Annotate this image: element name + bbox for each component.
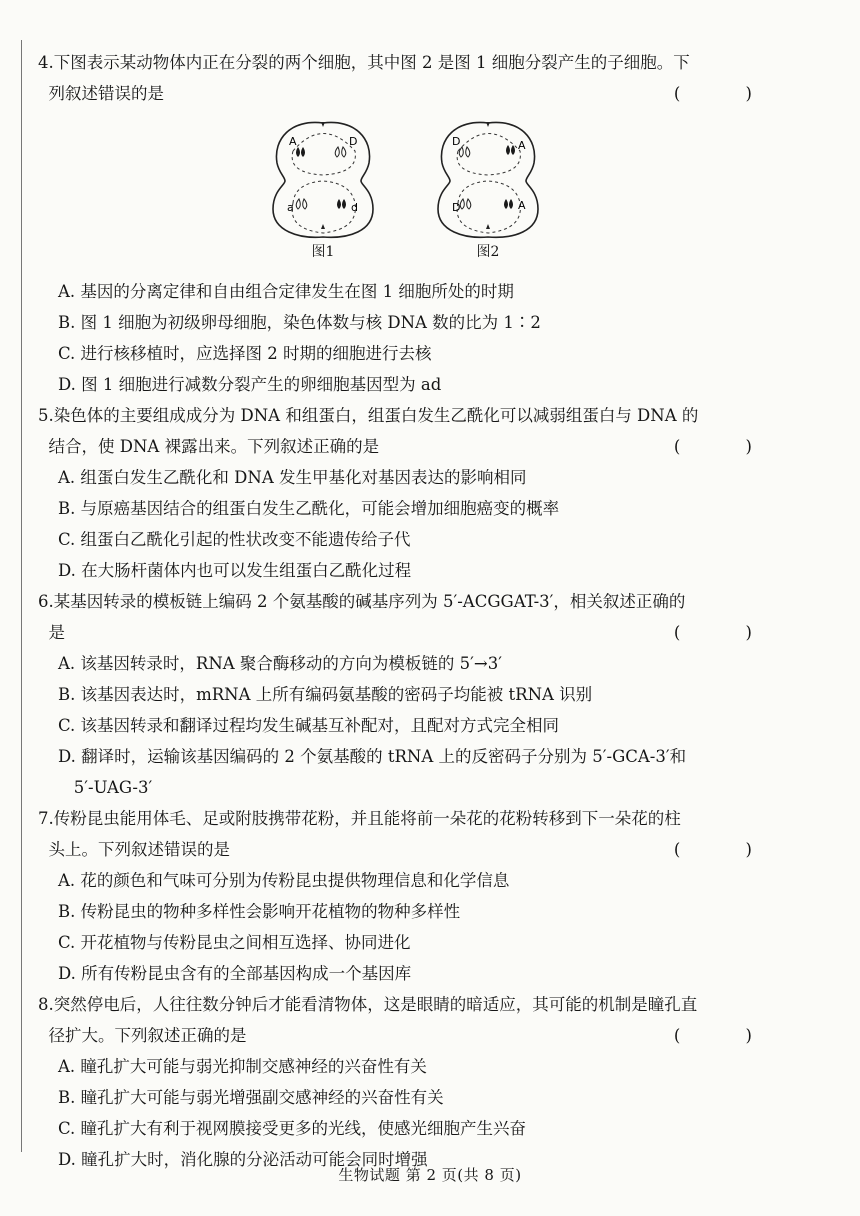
- option-d: D. 翻译时，运输该基因编码的 2 个氨基酸的 tRNA 上的反密码子分别为 5′-GCA-3′和 5′-UAG-3′: [58, 747, 687, 797]
- option-d: D. 在大肠杆菌体内也可以发生组蛋白乙酰化过程: [58, 561, 412, 580]
- option-a: A. 组蛋白发生乙酰化和 DNA 发生甲基化对基因表达的影响相同: [58, 468, 527, 487]
- gene-label: D: [349, 135, 358, 148]
- option-a: A. 该基因转录时，RNA 聚合酶移动的方向为模板链的 5′→3′: [58, 654, 502, 673]
- option-d: D. 瞳孔扩大时，消化腺的分泌活动可能会同时增强: [58, 1150, 428, 1169]
- gene-label: D: [452, 201, 461, 214]
- gene-label: D: [452, 135, 461, 148]
- answer-bracket: ( ): [673, 840, 782, 859]
- option-c: C. 瞳孔扩大有利于视网膜接受更多的光线，使感光细胞产生兴奋: [58, 1119, 527, 1138]
- option-c: C. 开花植物与传粉昆虫之间相互选择、协同进化: [58, 933, 411, 952]
- question-stem: 7.传粉昆虫能用体毛、足或附肢携带花粉，并且能将前一朵花的花粉转移到下一朵花的柱 头上。下列叙述错误的是: [38, 809, 681, 859]
- figure-2: [428, 111, 548, 261]
- gene-label: a: [287, 201, 294, 214]
- option-c: C. 进行核移植时，应选择图 2 时期的细胞进行去核: [58, 344, 432, 363]
- exam-page: [38, 47, 782, 1175]
- page-footer: 生物试题 第 2 页(共 8 页): [338, 1166, 522, 1184]
- option-d: D. 图 1 细胞进行减数分裂产生的卵细胞基因型为 ad: [58, 375, 442, 394]
- question-4: [38, 47, 782, 400]
- option-a: A. 瞳孔扩大可能与弱光抑制交感神经的兴奋性有关: [58, 1057, 427, 1076]
- margin-line: [21, 40, 22, 1152]
- gene-label: A: [518, 199, 526, 212]
- figure-label: 图2: [476, 244, 500, 260]
- question-stem: 4.下图表示某动物体内正在分裂的两个细胞，其中图 2 是图 1 细胞分裂产生的子细胞。下 列叙述错误的是: [38, 53, 690, 103]
- answer-bracket: ( ): [673, 623, 782, 642]
- option-c: C. 该基因转录和翻译过程均发生碱基互补配对，且配对方式完全相同: [58, 716, 560, 735]
- option-b: B. 瞳孔扩大可能与弱光增强副交感神经的兴奋性有关: [58, 1088, 444, 1107]
- question-5: [38, 400, 782, 586]
- gene-label: d: [351, 201, 358, 214]
- option-a: A. 基因的分离定律和自由组合定律发生在图 1 细胞所处的时期: [58, 282, 514, 301]
- figure-label: 图1: [311, 244, 335, 260]
- question-stem: 5.染色体的主要组成成分为 DNA 和组蛋白，组蛋白发生乙酰化可以减弱组蛋白与 DNA 的 结合，使 DNA 裸露出来。下列叙述正确的是: [38, 406, 699, 456]
- question-stem: 6.某基因转录的模板链上编码 2 个氨基酸的碱基序列为 5′-ACGGAT-3′，相关叙述正确的 是: [38, 592, 686, 642]
- option-c: C. 组蛋白乙酰化引起的性状改变不能遗传给子代: [58, 530, 411, 549]
- option-a: A. 花的颜色和气味可分别为传粉昆虫提供物理信息和化学信息: [58, 871, 510, 890]
- question-6: [38, 586, 782, 803]
- question-8: [38, 989, 782, 1175]
- answer-bracket: ( ): [673, 1026, 782, 1045]
- gene-label: A: [289, 135, 297, 148]
- question-stem: 8.突然停电后，人往往数分钟后才能看清物体，这是眼睛的暗适应，其可能的机制是瞳孔直 径扩大。下列叙述正确的是: [38, 995, 698, 1045]
- option-b: B. 与原癌基因结合的组蛋白发生乙酰化，可能会增加细胞癌变的概率: [58, 499, 560, 518]
- cell-figures: [38, 109, 768, 276]
- answer-bracket: ( ): [673, 437, 782, 456]
- answer-bracket: ( ): [673, 84, 782, 103]
- option-d: D. 所有传粉昆虫含有的全部基因构成一个基因库: [58, 964, 412, 983]
- figure-1: [263, 111, 383, 261]
- question-7: [38, 803, 782, 989]
- option-b: B. 该基因表达时，mRNA 上所有编码氨基酸的密码子均能被 tRNA 识别: [58, 685, 593, 704]
- option-b: B. 图 1 细胞为初级卵母细胞，染色体数与核 DNA 数的比为 1∶2: [58, 313, 541, 332]
- option-b: B. 传粉昆虫的物种多样性会影响开花植物的物种多样性: [58, 902, 461, 921]
- cell-diagram-1: [263, 111, 383, 241]
- cell-diagram-2: [428, 111, 548, 241]
- gene-label: A: [518, 139, 526, 152]
